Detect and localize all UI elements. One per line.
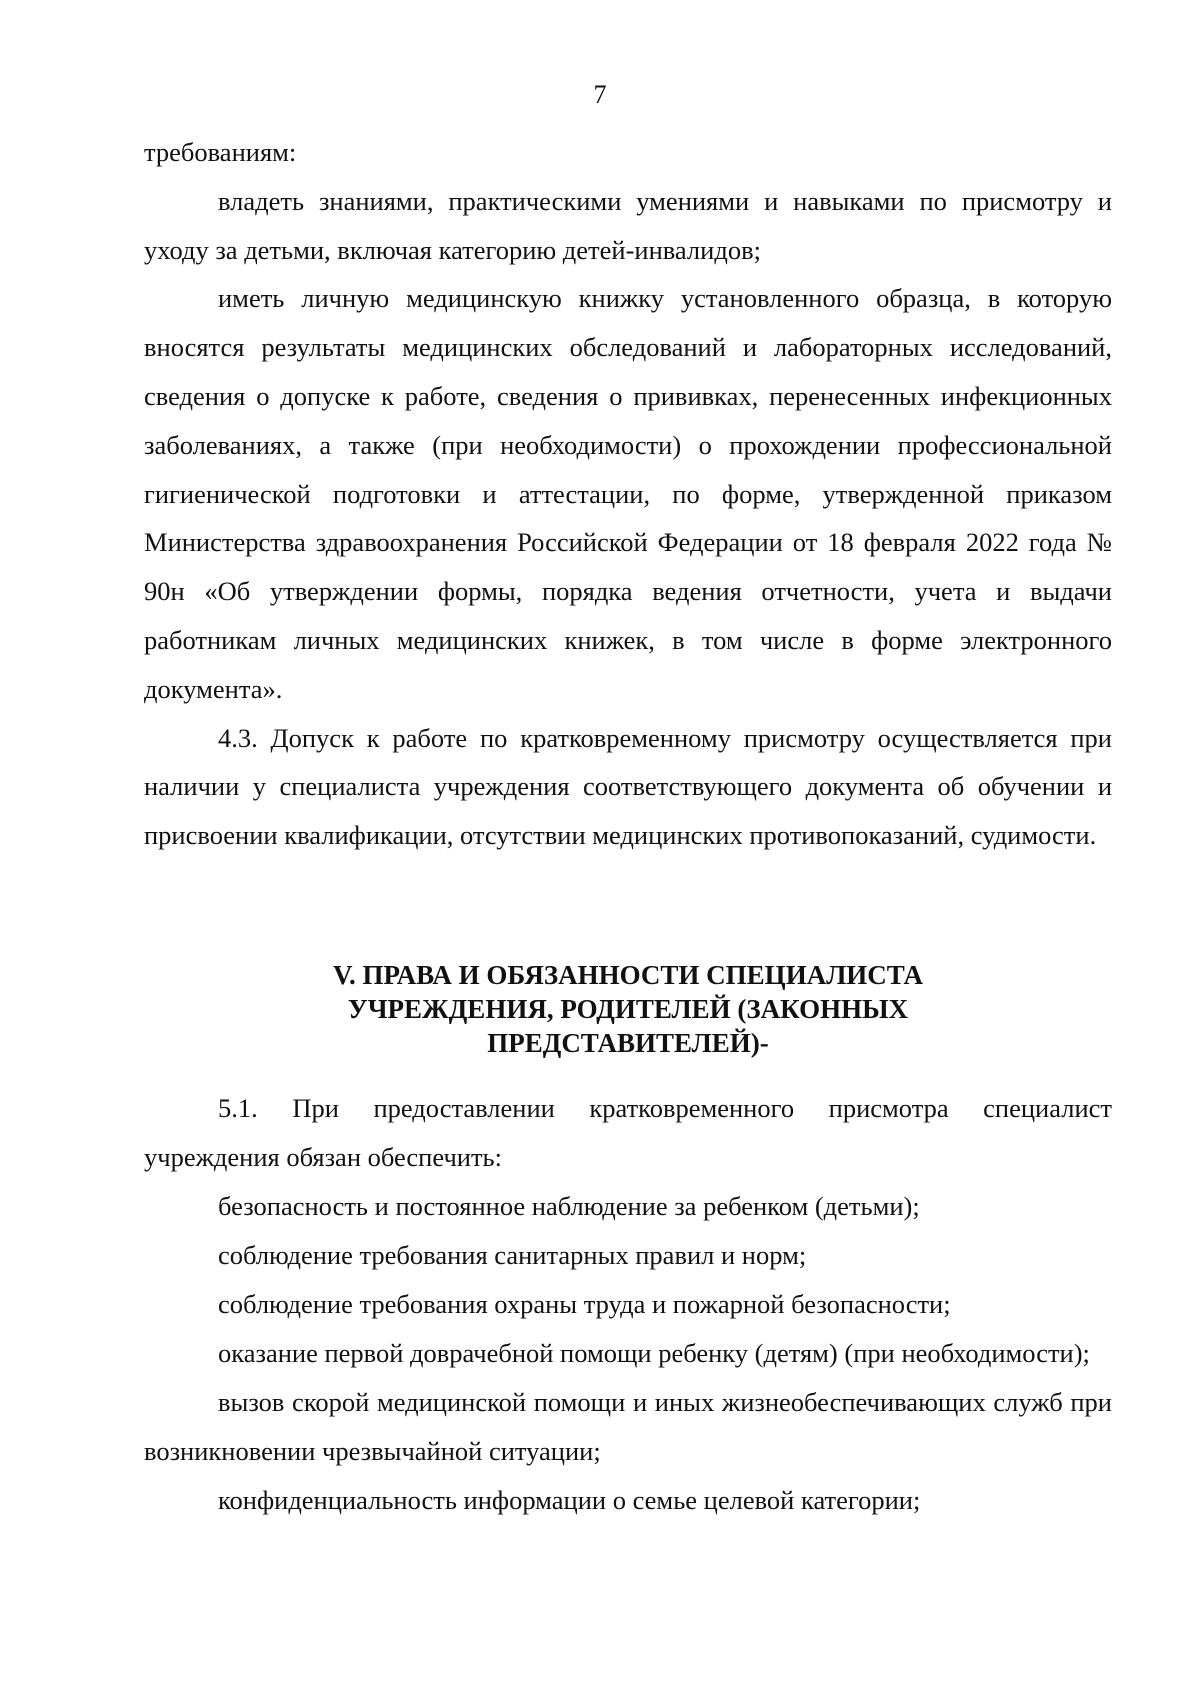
heading-line-1: V. ПРАВА И ОБЯЗАННОСТИ СПЕЦИАЛИСТА xyxy=(333,960,923,990)
heading-line-3: ПРЕДСТАВИТЕЛЕЙ)- xyxy=(487,1028,769,1058)
list-item-emergency-call: вызов скорой медицинской помощи и иных жизнеобеспечивающих служб при возникновении чрезвычайной ситуации; xyxy=(144,1387,1112,1466)
section-5-body xyxy=(144,1084,1112,1525)
list-item-labor-protection: соблюдение требования охраны труда и пожарной безопасности; xyxy=(218,1289,951,1319)
heading-line-2: УЧРЕЖДЕНИЯ, РОДИТЕЛЕЙ (ЗАКОННЫХ xyxy=(347,994,909,1024)
paragraph-4-3-admission: 4.3. Допуск к работе по кратковременному присмотру осуществляется при наличии у специалиста учреждения соответствующего документа об обучении и присвоении квалификации, отсутствии медицинских противопоказаний, судимости. xyxy=(144,722,1112,851)
list-item-confidentiality: конфиденциальность информации о семье целевой категории; xyxy=(218,1485,921,1515)
paragraph-knowledge-skills: владеть знаниями, практическими умениями и навыками по присмотру и уходу за детьми, включая категорию детей-инвалидов; xyxy=(144,185,1112,265)
section-5-heading xyxy=(144,958,1112,1060)
list-item-first-aid: оказание первой доврачебной помощи ребенку (детям) (при необходимости); xyxy=(218,1338,1090,1368)
paragraph-5-1: 5.1. При предоставлении кратковременного присмотра специалист учреждения обязан обеспечить: xyxy=(144,1093,1112,1172)
section-4-body xyxy=(144,128,1112,860)
paragraph-medical-book: иметь личную медицинскую книжку установленного образца, в которую вносятся результаты медицинских обследований и лабораторных исследований, сведения о допуске к работе, сведения о прививках, перенесенных инфекционных заболеваниях, а также (при необходимости) о прохождении профессиональной гигиенической подготовки и аттестации, по форме, утвержденной приказом Министерства здравоохранения Российской Федерации от 18 февраля 2022 года № 90н «Об утверждении формы, порядка ведения отчетности, учета и выдачи работникам личных медицинских книжек, в том числе в форме электронного документа». xyxy=(144,283,1112,704)
page-number: 7 xyxy=(593,80,607,109)
list-item-safety: безопасность и постоянное наблюдение за ребенком (детьми); xyxy=(218,1191,920,1221)
list-item-sanitary: соблюдение требования санитарных правил и норм; xyxy=(218,1240,807,1270)
continuation-line: требованиям: xyxy=(144,137,297,167)
